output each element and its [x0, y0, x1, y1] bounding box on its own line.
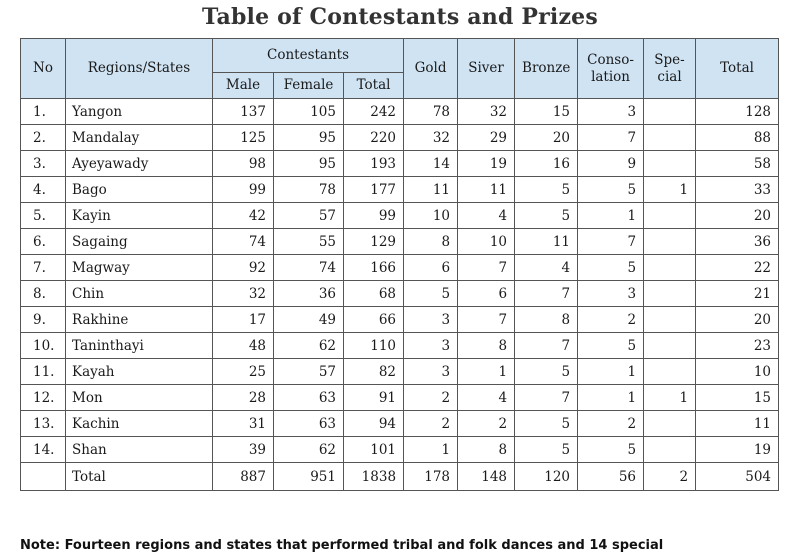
cell-male: 39	[213, 437, 274, 463]
cell-no: 10.	[21, 333, 66, 359]
cell-bronze: 5	[515, 177, 578, 203]
cell-consolation: 1	[578, 203, 644, 229]
total-cell-label: Total	[66, 463, 213, 491]
cell-total: 99	[344, 203, 404, 229]
cell-total: 101	[344, 437, 404, 463]
table-row	[21, 307, 779, 333]
cell-female: 62	[274, 333, 344, 359]
cell-male: 98	[213, 151, 274, 177]
cell-prize-total: 19	[696, 437, 779, 463]
cell-no: 2.	[21, 125, 66, 151]
cell-prize-total: 88	[696, 125, 779, 151]
total-cell-prize-total: 504	[696, 463, 779, 491]
table-row	[21, 203, 779, 229]
cell-region: Mandalay	[66, 125, 213, 151]
cell-special: 1	[644, 385, 696, 411]
cell-gold: 1	[404, 437, 458, 463]
cell-gold: 3	[404, 307, 458, 333]
cell-consolation: 3	[578, 99, 644, 125]
table-body	[21, 99, 779, 491]
header-consolation	[578, 39, 644, 99]
cell-no: 4.	[21, 177, 66, 203]
cell-male: 99	[213, 177, 274, 203]
cell-male: 31	[213, 411, 274, 437]
header-no: No	[21, 39, 66, 99]
header-contestants-total: Total	[344, 73, 404, 99]
cell-consolation: 3	[578, 281, 644, 307]
cell-female: 55	[274, 229, 344, 255]
cell-gold: 8	[404, 229, 458, 255]
cell-special	[644, 437, 696, 463]
cell-consolation: 1	[578, 385, 644, 411]
cell-total: 193	[344, 151, 404, 177]
cell-bronze: 4	[515, 255, 578, 281]
table-row	[21, 281, 779, 307]
page-title: Table of Contestants and Prizes	[202, 4, 598, 30]
contestants-prizes-table	[20, 38, 779, 491]
cell-gold: 11	[404, 177, 458, 203]
cell-special	[644, 99, 696, 125]
cell-region: Chin	[66, 281, 213, 307]
cell-silver: 1	[458, 359, 515, 385]
footnote: Note: Fourteen regions and states that performed tribal and folk dances and 14 special	[20, 538, 664, 553]
cell-prize-total: 10	[696, 359, 779, 385]
cell-consolation: 5	[578, 177, 644, 203]
table-row	[21, 385, 779, 411]
cell-consolation: 9	[578, 151, 644, 177]
cell-no: 13.	[21, 411, 66, 437]
cell-silver: 32	[458, 99, 515, 125]
cell-bronze: 5	[515, 203, 578, 229]
table-header	[21, 39, 779, 99]
cell-female: 95	[274, 151, 344, 177]
total-cell-bronze: 120	[515, 463, 578, 491]
cell-silver: 6	[458, 281, 515, 307]
totals-row	[21, 463, 779, 491]
cell-consolation: 2	[578, 307, 644, 333]
cell-silver: 4	[458, 203, 515, 229]
cell-special	[644, 125, 696, 151]
cell-consolation: 2	[578, 411, 644, 437]
cell-silver: 7	[458, 307, 515, 333]
cell-special	[644, 203, 696, 229]
cell-bronze: 8	[515, 307, 578, 333]
table-row	[21, 255, 779, 281]
cell-special	[644, 359, 696, 385]
header-consolation-line2: lation	[591, 68, 630, 85]
cell-prize-total: 36	[696, 229, 779, 255]
cell-consolation: 1	[578, 359, 644, 385]
table-row	[21, 229, 779, 255]
cell-silver: 2	[458, 411, 515, 437]
header-silver: Siver	[458, 39, 515, 99]
cell-region: Kachin	[66, 411, 213, 437]
cell-total: 242	[344, 99, 404, 125]
cell-total: 66	[344, 307, 404, 333]
cell-total: 129	[344, 229, 404, 255]
header-bronze: Bronze	[515, 39, 578, 99]
total-cell-consolation: 56	[578, 463, 644, 491]
cell-consolation: 7	[578, 229, 644, 255]
cell-female: 36	[274, 281, 344, 307]
cell-no: 6.	[21, 229, 66, 255]
cell-special	[644, 151, 696, 177]
cell-gold: 3	[404, 359, 458, 385]
cell-male: 125	[213, 125, 274, 151]
cell-male: 32	[213, 281, 274, 307]
header-special	[644, 39, 696, 99]
cell-total: 166	[344, 255, 404, 281]
cell-no: 8.	[21, 281, 66, 307]
cell-bronze: 7	[515, 281, 578, 307]
cell-silver: 11	[458, 177, 515, 203]
cell-bronze: 15	[515, 99, 578, 125]
cell-male: 28	[213, 385, 274, 411]
cell-no: 14.	[21, 437, 66, 463]
cell-region: Mon	[66, 385, 213, 411]
header-female: Female	[274, 73, 344, 99]
table-row	[21, 359, 779, 385]
cell-no: 3.	[21, 151, 66, 177]
cell-gold: 78	[404, 99, 458, 125]
cell-region: Kayin	[66, 203, 213, 229]
cell-region: Kayah	[66, 359, 213, 385]
cell-total: 82	[344, 359, 404, 385]
cell-special	[644, 255, 696, 281]
cell-female: 63	[274, 385, 344, 411]
header-gold: Gold	[404, 39, 458, 99]
cell-total: 110	[344, 333, 404, 359]
cell-no: 9.	[21, 307, 66, 333]
cell-region: Yangon	[66, 99, 213, 125]
total-cell-male: 887	[213, 463, 274, 491]
cell-bronze: 20	[515, 125, 578, 151]
cell-gold: 32	[404, 125, 458, 151]
cell-bronze: 5	[515, 411, 578, 437]
cell-region: Bago	[66, 177, 213, 203]
cell-male: 17	[213, 307, 274, 333]
cell-male: 42	[213, 203, 274, 229]
cell-prize-total: 23	[696, 333, 779, 359]
header-special-line1: Spe-	[654, 51, 685, 68]
cell-prize-total: 21	[696, 281, 779, 307]
cell-silver: 7	[458, 255, 515, 281]
cell-prize-total: 33	[696, 177, 779, 203]
cell-silver: 8	[458, 437, 515, 463]
cell-female: 105	[274, 99, 344, 125]
cell-prize-total: 128	[696, 99, 779, 125]
cell-no: 11.	[21, 359, 66, 385]
cell-region: Magway	[66, 255, 213, 281]
cell-consolation: 5	[578, 437, 644, 463]
header-male: Male	[213, 73, 274, 99]
cell-no: 5.	[21, 203, 66, 229]
cell-region: Shan	[66, 437, 213, 463]
cell-special	[644, 281, 696, 307]
cell-gold: 14	[404, 151, 458, 177]
cell-consolation: 5	[578, 255, 644, 281]
cell-female: 57	[274, 203, 344, 229]
cell-special	[644, 411, 696, 437]
header-consolation-line1: Conso-	[587, 51, 634, 68]
total-cell-total: 1838	[344, 463, 404, 491]
cell-gold: 5	[404, 281, 458, 307]
cell-silver: 8	[458, 333, 515, 359]
header-prize-total: Total	[696, 39, 779, 99]
cell-region: Rakhine	[66, 307, 213, 333]
cell-silver: 10	[458, 229, 515, 255]
cell-gold: 10	[404, 203, 458, 229]
cell-bronze: 16	[515, 151, 578, 177]
cell-special: 1	[644, 177, 696, 203]
header-special-line2: cial	[657, 68, 682, 85]
cell-special	[644, 307, 696, 333]
table-row	[21, 411, 779, 437]
cell-region: Sagaing	[66, 229, 213, 255]
cell-male: 92	[213, 255, 274, 281]
cell-male: 25	[213, 359, 274, 385]
cell-region: Ayeyawady	[66, 151, 213, 177]
table-row	[21, 125, 779, 151]
table-row	[21, 333, 779, 359]
cell-female: 49	[274, 307, 344, 333]
cell-silver: 29	[458, 125, 515, 151]
cell-consolation: 5	[578, 333, 644, 359]
table-row	[21, 437, 779, 463]
cell-region: Taninthayi	[66, 333, 213, 359]
cell-silver: 19	[458, 151, 515, 177]
cell-bronze: 11	[515, 229, 578, 255]
cell-prize-total: 11	[696, 411, 779, 437]
cell-bronze: 7	[515, 385, 578, 411]
cell-no: 1.	[21, 99, 66, 125]
cell-prize-total: 58	[696, 151, 779, 177]
table-row	[21, 151, 779, 177]
cell-bronze: 5	[515, 437, 578, 463]
table-row	[21, 99, 779, 125]
cell-female: 62	[274, 437, 344, 463]
header-region: Regions/States	[66, 39, 213, 99]
cell-gold: 2	[404, 385, 458, 411]
header-contestants: Contestants	[213, 39, 404, 73]
cell-total: 177	[344, 177, 404, 203]
table-row	[21, 177, 779, 203]
cell-bronze: 7	[515, 333, 578, 359]
cell-total: 94	[344, 411, 404, 437]
cell-female: 57	[274, 359, 344, 385]
cell-prize-total: 20	[696, 307, 779, 333]
cell-gold: 2	[404, 411, 458, 437]
cell-no: 12.	[21, 385, 66, 411]
cell-consolation: 7	[578, 125, 644, 151]
cell-female: 63	[274, 411, 344, 437]
cell-bronze: 5	[515, 359, 578, 385]
cell-female: 74	[274, 255, 344, 281]
total-cell-female: 951	[274, 463, 344, 491]
cell-prize-total: 22	[696, 255, 779, 281]
cell-total: 91	[344, 385, 404, 411]
cell-male: 137	[213, 99, 274, 125]
cell-total: 68	[344, 281, 404, 307]
cell-no: 7.	[21, 255, 66, 281]
cell-special	[644, 333, 696, 359]
cell-silver: 4	[458, 385, 515, 411]
cell-male: 48	[213, 333, 274, 359]
total-cell-gold: 178	[404, 463, 458, 491]
total-cell-special: 2	[644, 463, 696, 491]
cell-prize-total: 15	[696, 385, 779, 411]
cell-female: 95	[274, 125, 344, 151]
cell-total: 220	[344, 125, 404, 151]
cell-gold: 3	[404, 333, 458, 359]
cell-gold: 6	[404, 255, 458, 281]
cell-female: 78	[274, 177, 344, 203]
cell-no	[21, 463, 66, 491]
total-cell-silver: 148	[458, 463, 515, 491]
cell-special	[644, 229, 696, 255]
cell-prize-total: 20	[696, 203, 779, 229]
cell-male: 74	[213, 229, 274, 255]
